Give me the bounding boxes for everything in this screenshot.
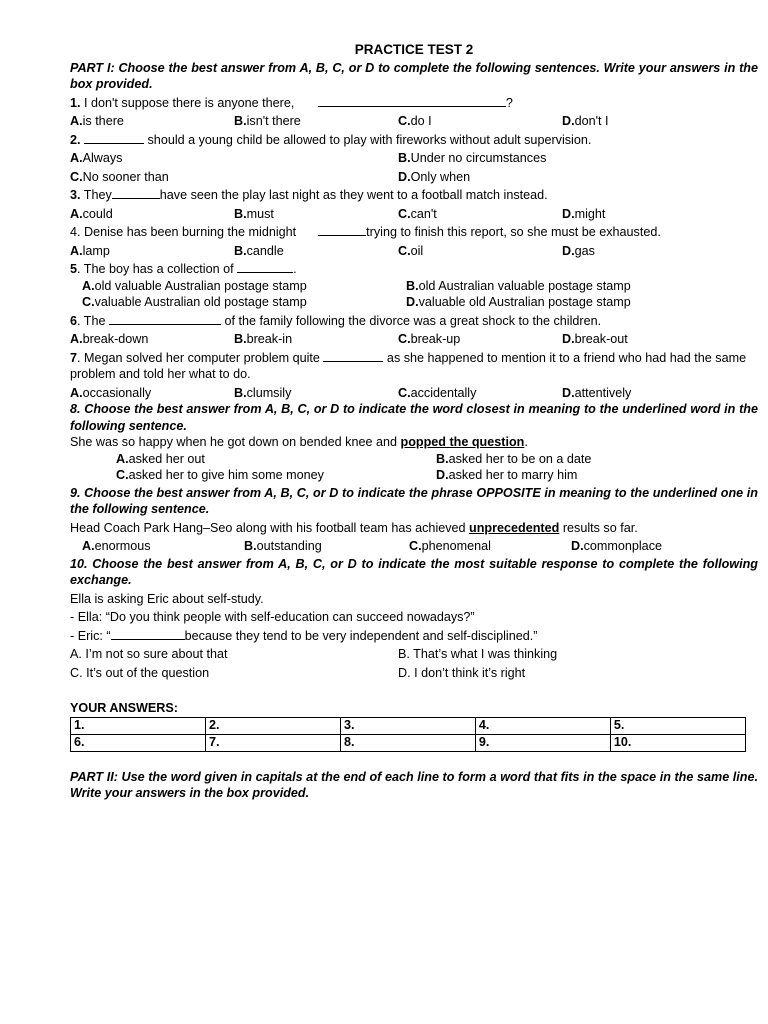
question-number: 3. [70, 188, 81, 202]
question-tail: as she happened to mention it to a friend who had had the same problem and told her what to do. [70, 350, 747, 381]
question-tail: trying to finish this report, so she must be exhausted. [366, 225, 661, 239]
option-d: D.attentively [562, 385, 632, 400]
question-tail: . [293, 262, 297, 276]
question-9-options [70, 538, 758, 555]
question-tail: of the family following the divorce was a great shock to the children. [221, 313, 602, 328]
answer-cell[interactable]: 3. [340, 717, 475, 734]
option-d: D.valuable old Australian postage stamp [406, 295, 631, 309]
option-b: B.must [234, 206, 274, 221]
question-1-options [70, 113, 758, 130]
answer-cell[interactable]: 8. [340, 734, 475, 751]
underlined-word: unprecedented [469, 520, 560, 535]
option-c: C.asked her to give him some money [116, 468, 324, 482]
option-c: C.can't [398, 206, 437, 221]
option-c: C.accidentally [398, 385, 477, 400]
option-b: B.outstanding [244, 539, 322, 553]
option-a: A.Always [70, 151, 123, 165]
answer-cell[interactable]: 5. [610, 717, 745, 734]
option-d: D.gas [562, 243, 595, 258]
question-3 [70, 187, 758, 204]
answer-cell[interactable]: 9. [475, 734, 610, 751]
option-b: B.isn't there [234, 114, 301, 128]
option-d: D.don't I [562, 114, 609, 128]
question-2 [70, 132, 758, 149]
answer-blank [318, 224, 366, 236]
question-4-options [70, 243, 758, 260]
question-5 [70, 261, 758, 278]
answer-blank [323, 350, 383, 362]
option-c: C.do I [398, 114, 432, 128]
option-a: A.break-down [70, 332, 149, 346]
option-a: A.lamp [70, 243, 110, 258]
option-b: B. That’s what I was thinking [398, 647, 558, 661]
question-7-options [70, 385, 758, 402]
option-c: C.valuable Australian old postage stamp [82, 295, 307, 309]
option-b: B.clumsily [234, 385, 292, 400]
option-a: A.is there [70, 114, 124, 128]
answer-blank [84, 132, 144, 144]
question-2-options-row2 [70, 169, 758, 186]
question-10-instruction: 10. Choose the best answer from A, B, C, or D to indicate the most suitable response to complete the following exchange. [70, 556, 758, 587]
question-text: should a young child be allowed to play with fireworks without adult supervision. [144, 132, 592, 147]
option-d: D.asked her to marry him [436, 468, 578, 482]
answer-blank [111, 628, 185, 640]
answer-cell[interactable]: 4. [475, 717, 610, 734]
option-c: C.phenomenal [409, 539, 491, 553]
question-6 [70, 313, 758, 330]
part2-instruction: PART II: Use the word given in capitals at the end of each line to form a word that fits in the space in the same line. Write your answers in the box provided. [70, 769, 758, 800]
option-b: B.candle [234, 243, 284, 258]
question-number: 1. [70, 95, 81, 110]
option-b: B.asked her to be on a date [436, 451, 592, 466]
question-number: 6 [70, 313, 78, 328]
question-8-options-row2 [70, 467, 758, 484]
option-c: C. It’s out of the question [70, 665, 210, 680]
underlined-phrase: popped the question [400, 435, 525, 449]
question-8-instruction: 8. Choose the best answer from A, B, C, or D to indicate the word closest in meaning to the underlined word in the following sentence. [70, 402, 758, 433]
question-10-context: Ella is asking Eric about self-study. [70, 591, 264, 606]
question-9-instruction: 9. Choose the best answer from A, B, C, or D to indicate the phrase OPPOSITE in meaning to the underlined one in the following sentence. [70, 485, 758, 516]
option-d: D.might [562, 206, 606, 221]
worksheet-content [70, 42, 758, 802]
option-a: A.enormous [82, 539, 151, 553]
part1-instruction: PART I: Choose the best answer from A, B, C, or D to complete the following sentences. Write your answers in the box provided. [70, 60, 758, 91]
question-9-sentence: Head Coach Park Hang–Seo along with his football team has achieved unprecedented results so far. [70, 520, 638, 535]
question-10-options-row1 [70, 646, 758, 663]
question-4 [70, 224, 758, 241]
page-title: PRACTICE TEST 2 [354, 42, 474, 57]
question-text: . The [77, 313, 106, 328]
option-b: B.old Australian valuable postage stamp [406, 278, 631, 293]
question-2-options-row1 [70, 150, 758, 167]
option-b: B.Under no circumstances [398, 151, 547, 165]
answer-blank [237, 261, 293, 273]
answer-cell[interactable]: 1. [71, 717, 206, 734]
option-a: A.asked her out [116, 451, 205, 466]
answer-table [70, 717, 746, 752]
option-c: C.break-up [398, 332, 461, 346]
question-text: I don't suppose there is anyone there, [80, 95, 295, 110]
question-text: . Megan solved her computer problem quite [77, 350, 320, 365]
question-text: . Denise has been burning the midnight [77, 225, 297, 239]
question-number: 4 [70, 225, 78, 239]
option-a: A.could [70, 206, 113, 221]
question-6-options [70, 331, 758, 348]
question-text-pre: They [80, 188, 112, 202]
question-7 [70, 350, 758, 383]
answer-row [71, 734, 746, 751]
answer-cell[interactable]: 10. [610, 734, 745, 751]
answer-cell[interactable]: 7. [205, 734, 340, 751]
question-10-options-row2 [70, 665, 758, 682]
option-a: A. I’m not so sure about that [70, 647, 228, 661]
option-d: D.break-out [562, 332, 628, 346]
option-d: D. I don’t think it’s right [398, 665, 526, 680]
question-number: 2. [70, 132, 81, 147]
option-a: A.old valuable Australian postage stamp [82, 278, 307, 293]
question-5-options-row1 [70, 278, 758, 295]
answer-blank [109, 313, 221, 325]
question-5-options-row2 [70, 294, 758, 311]
answer-cell[interactable]: 2. [205, 717, 340, 734]
answer-row [71, 717, 746, 734]
question-number: 5 [70, 262, 78, 276]
answer-blank [112, 187, 160, 199]
answers-label: YOUR ANSWERS: [70, 701, 178, 715]
question-1 [70, 95, 758, 112]
option-d: D.commonplace [571, 539, 662, 553]
question-3-options [70, 206, 758, 223]
question-8-options-row1 [70, 451, 758, 468]
option-a: A.occasionally [70, 385, 152, 400]
question-tail: ? [505, 95, 513, 110]
dialogue-line-ella: - Ella: “Do you think people with self-education can succeed nowadays?” [70, 610, 475, 624]
question-text: have seen the play last night as they went to a football match instead. [159, 188, 548, 202]
option-c: C.oil [398, 243, 424, 258]
question-text: . The boy has a collection of [77, 262, 234, 276]
option-d: D.Only when [398, 169, 471, 184]
dialogue-line-eric: - Eric: “ because they tend to be very independent and self-disciplined.” [70, 628, 538, 643]
answer-blank [318, 95, 506, 107]
option-b: B.break-in [234, 332, 293, 346]
option-c: C.No sooner than [70, 169, 169, 184]
answer-cell[interactable]: 6. [71, 734, 206, 751]
question-8-sentence: She was so happy when he got down on bended knee and popped the question. [70, 435, 528, 449]
question-number: 7 [70, 350, 78, 365]
